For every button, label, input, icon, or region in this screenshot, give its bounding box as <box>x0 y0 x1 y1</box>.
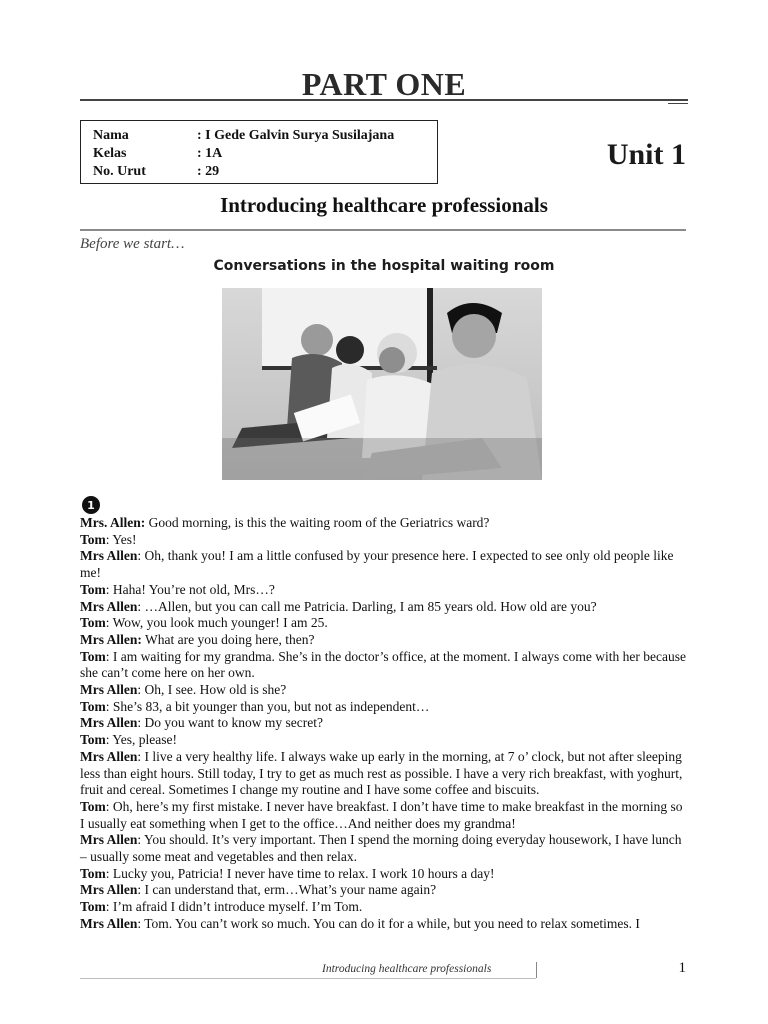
dialogue-line <box>80 832 688 865</box>
speaker-name: Mrs Allen <box>80 548 138 564</box>
line-text: What are you doing here, then? <box>141 631 315 647</box>
dialogue-line <box>80 649 688 682</box>
line-text: : She’s 83, a bit younger than you, but not as independent… <box>105 698 430 714</box>
dialogue-line <box>80 699 688 716</box>
line-text: : Do you want to know my secret? <box>137 715 323 731</box>
line-text: : I’m afraid I didn’t introduce myself. I’m Tom. <box>105 899 363 915</box>
dialogue-line <box>80 615 688 632</box>
speaker-name: Mrs Allen <box>80 832 138 848</box>
student-info-box <box>80 120 438 184</box>
unit-heading: Introducing healthcare professionals <box>220 193 548 217</box>
info-row-no-urut <box>93 163 437 181</box>
dialogue-line <box>80 866 688 883</box>
speaker-name: Mrs Allen <box>80 682 138 698</box>
speaker-name: Tom <box>80 581 106 597</box>
heading-divider <box>80 229 686 231</box>
speaker-name: Mrs Allen <box>80 915 138 931</box>
speaker-name: Mrs Allen <box>80 598 138 614</box>
line-text: : Wow, you look much younger! I am 25. <box>105 615 328 631</box>
top-divider <box>80 99 688 101</box>
speaker-name: Tom <box>80 865 106 881</box>
line-text: : Oh, thank you! I am a little confused by your presence here. I expected to see only old people like me! <box>80 548 674 581</box>
info-value: : I Gede Galvin Surya Susilajana <box>197 128 395 143</box>
line-text: : Yes! <box>105 531 137 547</box>
dialogue-line <box>80 882 688 899</box>
info-value: : 29 <box>197 164 220 179</box>
line-text: : Haha! You’re not old, Mrs…? <box>105 581 275 597</box>
dialogue-line <box>80 632 688 649</box>
info-row-nama <box>93 127 437 145</box>
speaker-name: Mrs Allen: <box>80 631 142 647</box>
line-text: : You should. It’s very important. Then I spend the morning doing everyday housework, I have lunch – usually some meat and vegetables and then relax. <box>80 832 682 865</box>
speaker-name: Mrs Allen <box>80 882 138 898</box>
speaker-name: Tom <box>80 648 106 664</box>
line-text: : I can understand that, erm…What’s your name again? <box>137 882 437 898</box>
speaker-name: Tom <box>80 732 106 748</box>
line-text: : Tom. You can’t work so much. You can do it for a while, but you need to relax sometimes. I <box>137 915 640 931</box>
dialogue-line <box>80 715 688 732</box>
page-number: 1 <box>678 960 686 976</box>
dialogue-line <box>80 599 688 616</box>
dialogue-line <box>80 682 688 699</box>
speaker-name: Tom <box>80 698 106 714</box>
line-text: : Lucky you, Patricia! I never have time to relax. I work 10 hours a day! <box>105 865 495 881</box>
line-text: : …Allen, but you can call me Patricia. Darling, I am 85 years old. How old are you? <box>137 598 597 614</box>
waiting-room-photo <box>222 288 542 480</box>
exercise-number-badge: 1 <box>82 496 100 514</box>
info-row-kelas <box>93 145 437 163</box>
line-text: : Yes, please! <box>105 732 178 748</box>
info-value: : 1A <box>197 146 223 161</box>
dialogue-line <box>80 548 688 581</box>
info-label: Kelas <box>93 146 127 161</box>
line-text: : Oh, here’s my first mistake. I never have breakfast. I don’t have time to make breakfast in the morning so I usually eat something when I get to the office…And neither does my grandma! <box>80 798 683 831</box>
top-divider-tail <box>668 103 688 104</box>
unit-title: Unit 1 <box>606 138 686 171</box>
dialogue-line <box>80 582 688 599</box>
dialogue <box>80 515 688 933</box>
footer-divider <box>80 978 536 979</box>
line-text: Good morning, is this the waiting room of the Geriatrics ward? <box>145 515 490 530</box>
dialogue-line <box>80 899 688 916</box>
dialogue-line <box>80 732 688 749</box>
dialogue-line <box>80 515 688 532</box>
speaker-name: Tom <box>80 899 106 915</box>
section-label: Before we start… <box>80 236 185 252</box>
info-label: No. Urut <box>93 164 146 179</box>
dialogue-line <box>80 749 688 799</box>
speaker-name: Mrs Allen <box>80 748 138 764</box>
conversation-title: Conversations in the hospital waiting room <box>213 258 555 274</box>
speaker-name: Mrs Allen <box>80 715 138 731</box>
info-label: Nama <box>93 128 129 143</box>
line-text: : Oh, I see. How old is she? <box>137 682 287 698</box>
part-title: PART ONE <box>301 66 467 102</box>
dialogue-line <box>80 799 688 832</box>
speaker-name: Tom <box>80 531 106 547</box>
dialogue-line <box>80 532 688 549</box>
line-text: : I live a very healthy life. I always wake up early in the morning, at 7 o’ clock, but not after sleeping less than eight hours. Still today, I try to get as much rest as possible. I have a very rich breakfast, with yoghurt, fruit and cereal. Sometimes I change my routine and I have some coffee and biscuits. <box>80 748 683 798</box>
speaker-name: Mrs. Allen: <box>80 515 146 530</box>
footer-running-title: Introducing healthcare professionals <box>322 963 492 975</box>
line-text: : I am waiting for my grandma. She’s in the doctor’s office, at the moment. I always come with her because she can’t come here on her own. <box>80 648 686 681</box>
footer-tick <box>536 962 537 978</box>
dialogue-line <box>80 916 688 933</box>
speaker-name: Tom <box>80 798 106 814</box>
speaker-name: Tom <box>80 615 106 631</box>
